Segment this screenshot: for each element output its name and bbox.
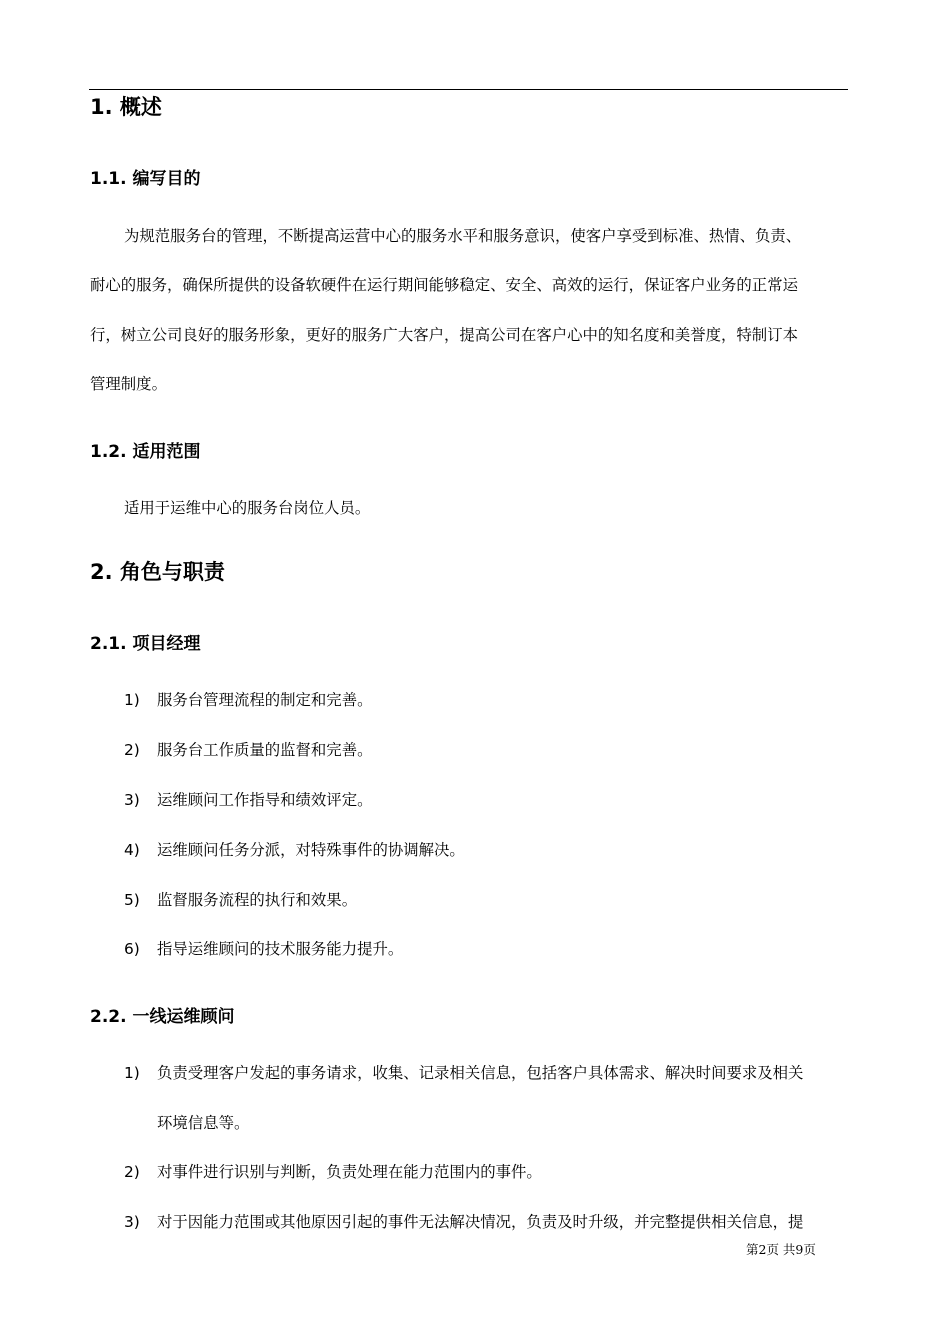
- paragraph-line: 为规范服务台的管理，不断提高运营中心的服务水平和服务意识，使客户享受到标准、热情、负责、: [124, 227, 802, 245]
- section-2-heading: 2. 角色与职责: [90, 560, 225, 584]
- list-number: 4): [124, 841, 140, 859]
- section-1-1-heading: 1.1. 编写目的: [90, 169, 201, 189]
- list-item: 对于因能力范围或其他原因引起的事件无法解决情况，负责及时升级，并完整提供相关信息，提: [157, 1213, 804, 1231]
- list-number: 3): [124, 1213, 140, 1231]
- header-rule: [89, 89, 848, 90]
- list-number: 1): [124, 1064, 140, 1082]
- section-2-2-heading: 2.2. 一线运维顾问: [90, 1007, 235, 1027]
- list-number: 2): [124, 741, 140, 759]
- list-item: 运维顾问任务分派，对特殊事件的协调解决。: [157, 841, 465, 859]
- list-item: 对事件进行识别与判断，负责处理在能力范围内的事件。: [157, 1163, 542, 1181]
- list-item: 指导运维顾问的技术服务能力提升。: [157, 940, 404, 958]
- paragraph-line: 行，树立公司良好的服务形象，更好的服务广大客户，提高公司在客户心中的知名度和美誉度，特制订本: [90, 326, 798, 344]
- paragraph-line: 适用于运维中心的服务台岗位人员。: [124, 499, 371, 517]
- list-number: 1): [124, 691, 140, 709]
- section-1-heading: 1. 概述: [90, 95, 162, 119]
- list-number: 2): [124, 1163, 140, 1181]
- list-number: 6): [124, 940, 140, 958]
- section-1-2-heading: 1.2. 适用范围: [90, 442, 201, 462]
- list-item-continuation: 环境信息等。: [157, 1114, 250, 1132]
- paragraph-line: 耐心的服务，确保所提供的设备软硬件在运行期间能够稳定、安全、高效的运行，保证客户业务的正常运: [90, 276, 798, 294]
- list-item: 服务台工作质量的监督和完善。: [157, 741, 373, 759]
- page-number: 第2页 共9页: [746, 1242, 816, 1257]
- paragraph-line: 管理制度。: [90, 375, 167, 393]
- list-item: 负责受理客户发起的事务请求，收集、记录相关信息，包括客户具体需求、解决时间要求及相关: [157, 1064, 804, 1082]
- list-item: 运维顾问工作指导和绩效评定。: [157, 791, 373, 809]
- list-number: 3): [124, 791, 140, 809]
- list-number: 5): [124, 891, 140, 909]
- section-2-1-heading: 2.1. 项目经理: [90, 634, 201, 654]
- list-item: 监督服务流程的执行和效果。: [157, 891, 358, 909]
- list-item: 服务台管理流程的制定和完善。: [157, 691, 373, 709]
